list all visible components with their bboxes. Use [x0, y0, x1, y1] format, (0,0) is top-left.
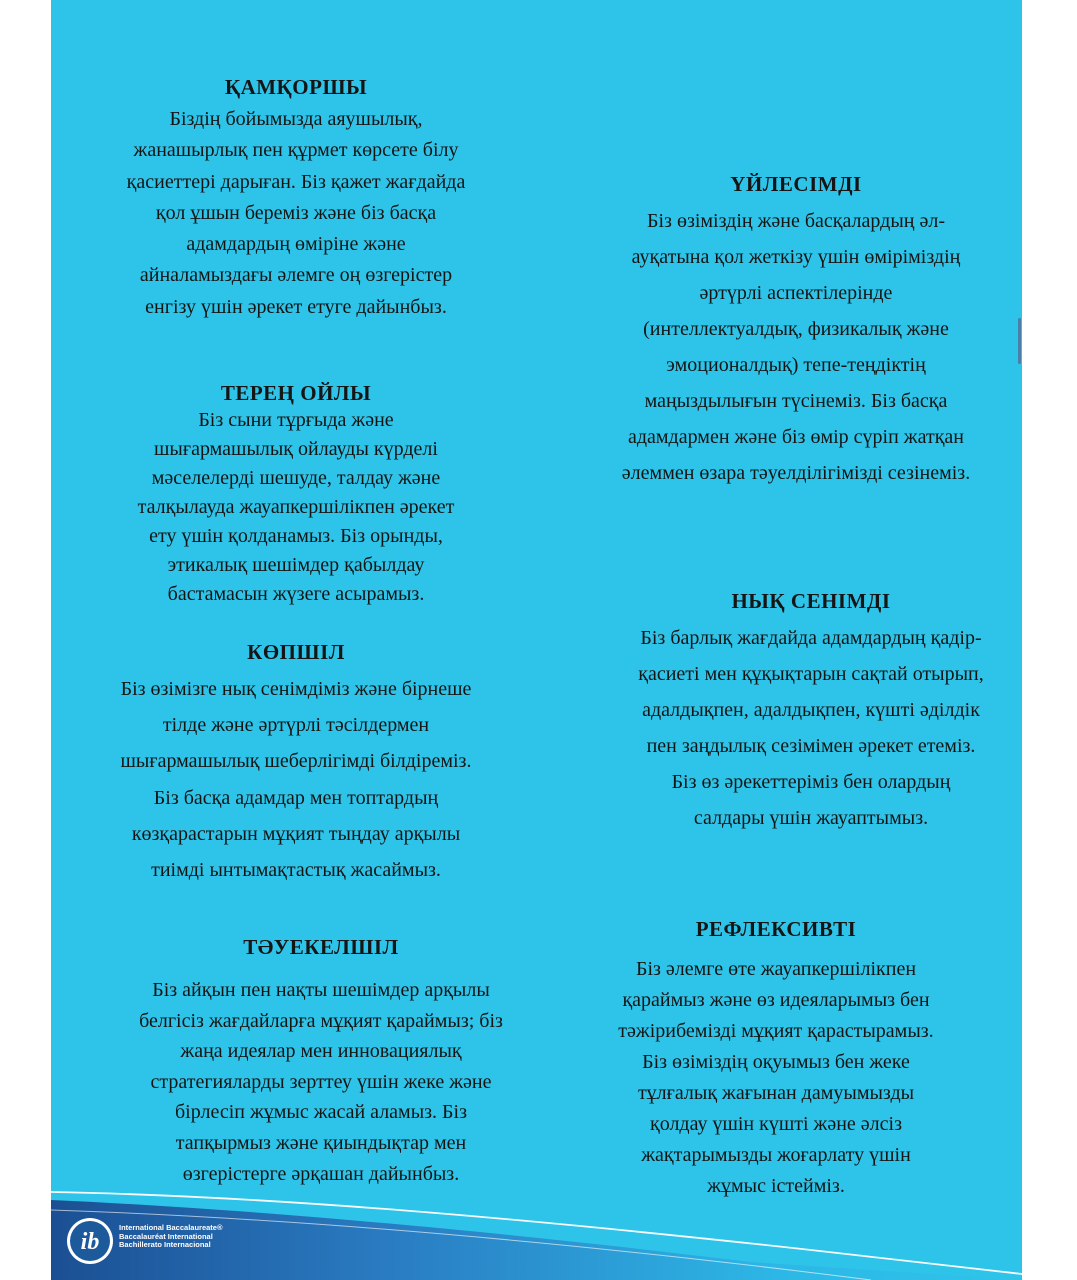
section-balanced: [581, 172, 1011, 491]
section-communicators: [86, 640, 506, 888]
section-thinkers: [81, 381, 511, 609]
section-caring: [101, 75, 491, 323]
section-principled: [596, 589, 1022, 836]
ib-logo-icon: [65, 1216, 115, 1266]
section-title: ТӘУЕКЕЛШІЛ: [243, 935, 399, 959]
section-text: Біз өзімізге нық сенімдіміз және бірнеше тілде және әртүрлі тәсілдермен шығармашылық шеберлігімді білдіреміз. Біз басқа адамдар мен топтардың көзқарастарын мұқият тыңдау арқылы тиімді ынтымақтастық жасаймыз.: [120, 678, 472, 882]
ib-name-fr: Baccalauréat International: [119, 1231, 213, 1241]
section-text: Біз әлемге өте жауапкершілікпен қараймыз және өз идеяларымыз бен тәжірибемізді мұқият қарастырамыз. Біз өзіміздің оқуымыз бен жеке тұлғалық жағынан дамуымызды қолдау үшін күшті және әлсіз жақтарымызды жоғарлату үшін жұмыс істейміз.: [618, 958, 934, 1197]
scrollbar-thumb[interactable]: [1018, 318, 1021, 364]
section-reflective: [561, 917, 991, 1202]
ib-name-es: Bachillerato Internacional: [119, 1240, 211, 1249]
section-text: Біз сыни тұрғыда және шығармашылық ойлауды күрделі мәселелерді шешуде, талдау және талқылауда жауапкершілікпен әрекет ету үшін қолданамыз. Біз орынды, этикалық шешімдер қабылдау бастамасын жүзеге асырамыз.: [137, 409, 455, 605]
ib-name-en: International Baccalaureate®: [119, 1223, 223, 1232]
ib-logo-mark: ib: [80, 1229, 100, 1255]
section-title: КӨПШІЛ: [247, 640, 345, 664]
ib-wordmark: [119, 1224, 222, 1250]
section-title: ҚАМҚОРШЫ: [224, 75, 368, 99]
section-text: Біз айқын пен нақты шешімдер арқылы белгісіз жағдайларға мұқият қараймыз; біз жаңа идеялар мен инновациялық стратегияларды зерттеу үшін жеке және бірлесіп жұмыс жасай аламыз. Біз тапқырмыз және қиындықтар мен өзгерістерге әрқашан дайынбыз.: [139, 979, 503, 1185]
section-text: Біздің бойымызда аяушылық, жанашырлық пен құрмет көрсете білу қасиеттері дарыған. Біз қажет жағдайда қол ұшын береміз және біз басқа адамдардың өміріне және айналамыздағы әлемге оң өзгерістер енгізу үшін әрекет етуге дайынбыз.: [126, 108, 466, 318]
section-title: НЫҚ СЕНІМДІ: [731, 589, 891, 613]
section-title: РЕФЛЕКСИВТІ: [695, 917, 857, 941]
section-text: Біз өзіміздің және басқалардың әл- ауқатына қол жеткізу үшін өміріміздің әртүрлі аспектілерінде (интеллектуалдық, физикалық және эмоционалдық) тепе-теңдіктің маңыздылығын түсінеміз. Біз басқа адамдармен және біз өмір сүріп жатқан әлеммен өзара тәуелділігімізді сезінеміз.: [621, 210, 971, 484]
section-title: ТЕРЕҢ ОЙЛЫ: [220, 381, 372, 405]
section-risk-takers: [91, 935, 551, 1189]
section-text: Біз барлық жағдайда адамдардың қадір- қасиеті мен құқықтарын сақтай отырып, адалдықпен, адалдықпен, күшті әділдік пен заңдылық сезімімен әрекет етеміз. Біз өз әрекеттеріміз бен олардың салдары үшін жауаптымыз.: [638, 627, 984, 829]
profile-page: [51, 0, 1022, 1280]
section-title: ҮЙЛЕСІМДІ: [730, 172, 862, 196]
